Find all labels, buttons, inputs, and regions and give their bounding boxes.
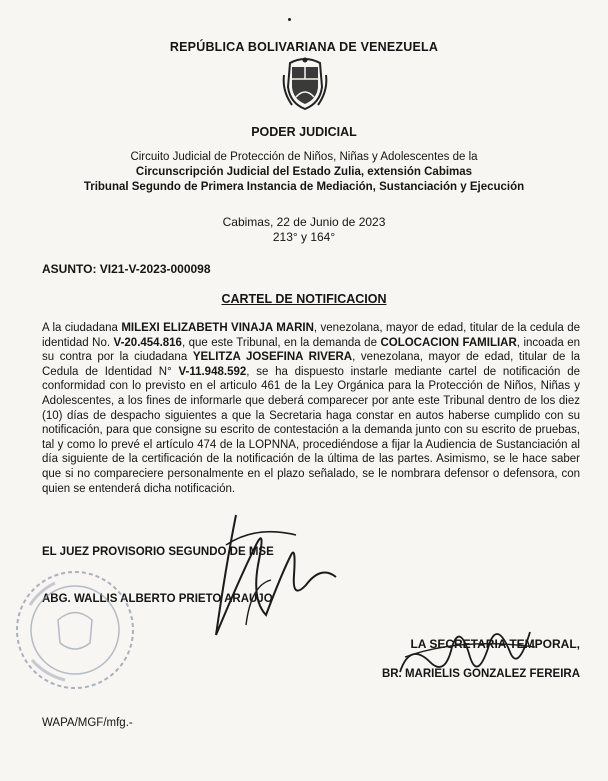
notice-body: [42, 321, 580, 496]
plaintiff-id: V-11.948.592: [178, 365, 247, 378]
court-seal-stamp: [10, 565, 140, 695]
years-line: 213° y 164°: [272, 230, 336, 244]
respondent-name: MILEXI ELIZABETH VINAJA MARIN: [121, 322, 314, 334]
secretary-title: LA SECRETARIA TEMPORAL,: [410, 637, 580, 651]
court-circuit-block: [0, 150, 608, 195]
body-text-4: , incoada en su contra por la ciudadana: [42, 336, 581, 364]
case-type: COLOCACION FAMILIAR: [380, 336, 517, 349]
typist-initials: WAPA/MGF/mfg.-: [42, 717, 133, 729]
notice-title: CARTEL DE NOTIFICACION: [221, 292, 387, 306]
judicial-power-heading: PODER JUDICIAL: [251, 125, 357, 139]
secretary-signature: [390, 612, 540, 692]
secretary-name: BR. MARIELIS GONZALEZ FEREIRA: [381, 668, 580, 680]
body-text-5: , venezolana, mayor de edad, titular de la Cedula de Identidad N°: [42, 351, 581, 378]
plaintiff-name: YELITZA JOSEFINA RIVERA: [192, 351, 353, 364]
body-text-3: , que este Tribunal, en la demanda de: [181, 336, 381, 349]
judge-signature: [196, 505, 346, 645]
respondent-id: V-20.454.816: [113, 336, 182, 349]
circuit-line-1: Circuito Judicial de Protección de Niños, Niñas y Adolescentes de la: [130, 151, 478, 163]
judge-name: ABG. WALLIS ALBERTO PRIETO ARAUJO: [42, 593, 273, 605]
republic-heading: REPÚBLICA BOLIVARIANA DE VENEZUELA: [169, 40, 439, 54]
body-text-1: A la ciudadana: [42, 322, 122, 334]
speck: [288, 18, 291, 21]
body-text-2: , venezolana, mayor de edad, titular de la cedula de identidad No.: [42, 322, 580, 349]
body-text-6: , se ha dispuesto instarle mediante cartel de notificación de conformidad con lo previsto en el articulo 461 de la Ley Orgánica para la Protección de Niños, Niñas y Adolescentes, a los fines de informarle que deberá comparecer por ante este Tribunal dentro de los diez (10) días de despacho siguientes a que la Secretaria haga constar en autos haberse cumplido con su notificación, para que consigne su escrito de contestación a la demanda junto con su escrito de pruebas, tal y como lo prevé el artículo 474 de la LOPNNA, procediéndose a fijar la Audiencia de Sustanciación al día siguiente de la certificación de la notificación de la última de las partes. Asimismo, se le hace saber que si no compareciere personalmente en el plazo señalado, se le nombrara defensor o defensora, con quien se entenderá dicha notificación.: [42, 365, 580, 495]
case-number: ASUNTO: VI21-V-2023-000098: [42, 262, 211, 276]
circuit-line-2: Circunscripción Judicial del Estado Zulia, extensión Cabimas: [135, 166, 473, 178]
date-line: Cabimas, 22 de Junio de 2023: [222, 215, 386, 229]
judge-title: EL JUEZ PROVISORIO SEGUNDO DE MSE: [42, 546, 274, 558]
circuit-line-3: Tribunal Segundo de Primera Instancia de Mediación, Sustanciación y Ejecución: [83, 181, 525, 193]
coat-of-arms-icon: [282, 57, 328, 111]
date-block: [0, 215, 608, 245]
